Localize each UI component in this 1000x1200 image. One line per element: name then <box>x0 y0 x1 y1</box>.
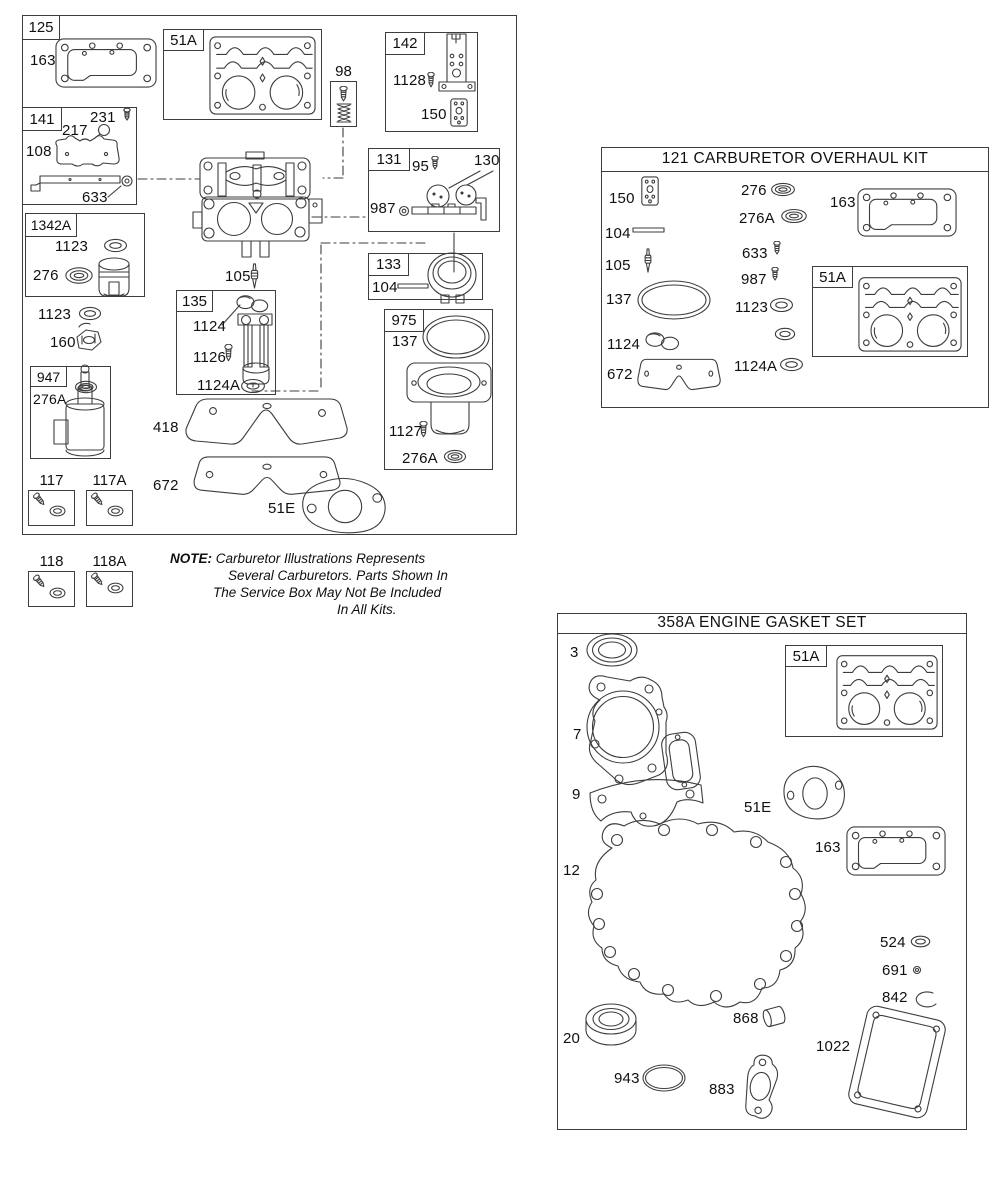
part-label-1126: 1126 <box>193 349 227 366</box>
part-label-105: 105 <box>225 268 251 285</box>
part-label-108: 108 <box>26 143 52 160</box>
part-label-95: 95 <box>412 158 430 175</box>
kit-label-1124a: 1124A <box>734 358 778 375</box>
overhaul-kit-title: 121 CARBURETOR OVERHAUL KIT <box>601 147 989 172</box>
set-label-7: 7 <box>573 726 582 743</box>
box-51a-tag: 51A <box>163 29 204 51</box>
part-label-1127: 1127 <box>389 423 423 440</box>
part-label-231: 231 <box>90 109 116 126</box>
note-line1-text: Carburetor Illustrations Represents <box>215 551 426 566</box>
box-1342a-tag: 1342A <box>25 213 77 237</box>
kit-label-163: 163 <box>830 194 856 211</box>
box-975-tag: 975 <box>384 309 424 332</box>
part-label-1123-inner: 1123 <box>55 238 89 255</box>
kit-label-105: 105 <box>605 257 631 274</box>
note-text-line1 <box>170 551 425 566</box>
part-label-1124: 1124 <box>193 318 227 335</box>
box-117-tag: 117 <box>28 470 75 491</box>
service-box-tag: 125 <box>22 15 60 40</box>
part-label-51e: 51E <box>268 500 296 517</box>
box-117a-tag: 117A <box>86 470 133 491</box>
note-text-line3: The Service Box May Not Be Included <box>213 585 442 600</box>
part-label-987: 987 <box>370 200 396 217</box>
kit-box-51a-tag: 51A <box>812 266 853 288</box>
kit-label-1123: 1123 <box>735 299 769 316</box>
part-label-130: 130 <box>474 152 500 169</box>
kit-label-633: 633 <box>742 245 768 262</box>
box-118-tag: 118 <box>28 552 75 572</box>
set-label-943: 943 <box>614 1070 640 1087</box>
set-label-3: 3 <box>570 644 579 661</box>
set-label-868: 868 <box>733 1010 759 1027</box>
kit-label-987: 987 <box>741 271 767 288</box>
part-label-276a-bowl: 276A <box>402 450 438 467</box>
note-text-line2: Several Carburetors. Parts Shown In <box>228 568 448 583</box>
part-label-137: 137 <box>392 333 418 350</box>
kit-label-104: 104 <box>605 225 631 242</box>
box-118a-tag: 118A <box>86 552 133 572</box>
part-label-160: 160 <box>50 334 76 351</box>
part-label-276a: 276A <box>33 391 67 407</box>
set-label-163: 163 <box>815 839 841 856</box>
note-prefix: NOTE: <box>170 551 212 566</box>
box-131-tag: 131 <box>368 148 410 171</box>
note-text-line4: In All Kits. <box>337 602 397 617</box>
part-label-150: 150 <box>421 106 447 123</box>
part-label-217: 217 <box>62 122 88 139</box>
gasket-set-title: 358A ENGINE GASKET SET <box>557 613 967 634</box>
set-label-524: 524 <box>880 934 906 951</box>
part-label-1124a: 1124A <box>197 377 241 394</box>
box-133-tag: 133 <box>368 253 409 276</box>
kit-label-276: 276 <box>741 182 767 199</box>
set-box-51a-tag: 51A <box>785 645 827 667</box>
set-label-842: 842 <box>882 989 908 1006</box>
set-label-20: 20 <box>563 1030 581 1047</box>
box-947-tag: 947 <box>30 366 67 387</box>
box-98-tag: 98 <box>330 61 357 82</box>
part-label-672: 672 <box>153 477 179 494</box>
set-label-51e: 51E <box>744 799 772 816</box>
kit-label-137: 137 <box>606 291 632 308</box>
kit-label-672: 672 <box>607 366 633 383</box>
part-label-1128: 1128 <box>393 72 427 89</box>
kit-label-1124: 1124 <box>607 336 641 353</box>
part-label-418: 418 <box>153 419 179 436</box>
box-141-tag: 141 <box>22 107 62 131</box>
part-label-1123: 1123 <box>38 306 72 323</box>
set-label-12: 12 <box>563 862 581 879</box>
kit-label-150: 150 <box>609 190 635 207</box>
set-label-691: 691 <box>882 962 908 979</box>
part-label-276: 276 <box>33 267 59 284</box>
part-label-633: 633 <box>82 189 108 206</box>
box-135-tag: 135 <box>176 290 213 312</box>
part-label-104: 104 <box>372 279 398 296</box>
set-label-9: 9 <box>572 786 581 803</box>
set-label-1022: 1022 <box>816 1038 851 1055</box>
kit-label-276a: 276A <box>739 210 775 227</box>
box-142-tag: 142 <box>385 32 425 55</box>
part-label-163: 163 <box>30 52 56 69</box>
set-label-883: 883 <box>709 1081 735 1098</box>
